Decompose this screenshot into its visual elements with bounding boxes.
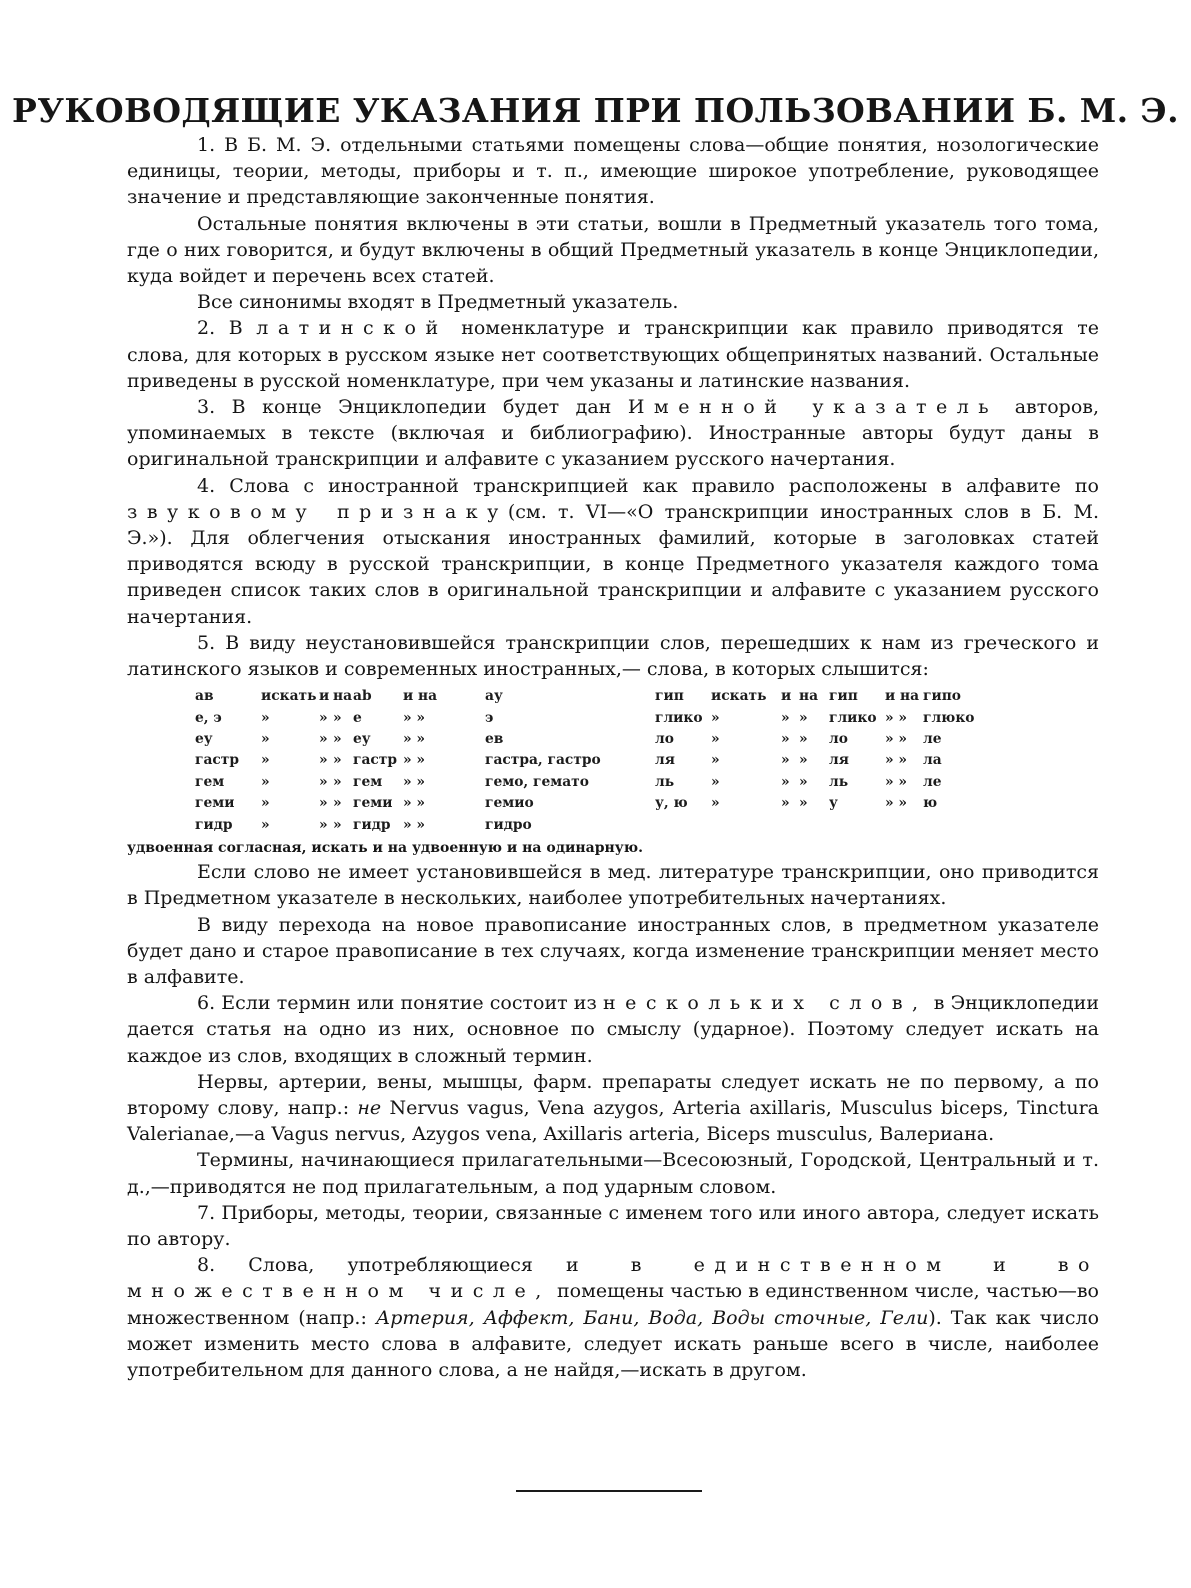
table-row (195, 815, 983, 836)
table-cell: глико (655, 709, 703, 726)
p2-spaced-term: латинской (256, 317, 448, 340)
table-cell: ля (829, 752, 849, 769)
closing-rule (516, 1490, 702, 1492)
paragraph-5c: В виду перехода на новое правописание иностранных слов, в предметном указателе будет дано и старое правописание в тех случаях, когда изменение транскрипции меняет место в алфавите. (127, 913, 1099, 988)
table-cell: гастр (353, 752, 397, 769)
table-cell: и (319, 688, 330, 705)
p6b-lead: Нервы, артерии, вены, мышцы, фарм. препараты следует искать не по первому, а по второму слову, напр.: (127, 1070, 1099, 1119)
table-cell: геми (195, 795, 235, 812)
table-cell: гемио (485, 795, 534, 812)
p6b-italic: не (357, 1096, 382, 1119)
table-cell: ле (923, 773, 942, 790)
table-cell: » (319, 816, 328, 833)
paragraph-1c: Все синонимы входят в Предметный указатель. (197, 291, 679, 314)
p6-spaced-term: нескольких слов, (602, 992, 928, 1015)
table-cell: » (781, 731, 790, 748)
table-cell: » (711, 795, 720, 812)
paragraph-4 (127, 473, 1099, 630)
table-cell: искать (711, 688, 767, 705)
table-cell: » (781, 795, 790, 812)
table-cell: э (485, 709, 494, 726)
table-cell: гидр (353, 816, 391, 833)
paragraph-6c: Термины, начинающиеся прилагательными—Всесоюзный, Городской, Центральный и т. д.,—приводятся не под прилагательным, а под ударным словом. (127, 1149, 1099, 1198)
paragraph-2 (127, 315, 1099, 394)
table-cell (799, 815, 829, 836)
table-cell: ле (923, 731, 942, 748)
p8-mid: помещены частью в единственном числе, частью—во множественном (напр.: (127, 1280, 1099, 1329)
table-cell: гип (829, 688, 858, 705)
table-cell: » (333, 795, 342, 812)
table-row (195, 686, 983, 707)
table-cell: » » (885, 795, 908, 812)
table-cell (885, 815, 923, 836)
paragraph-1b: Остальные понятия включены в эти статьи, вошли в Предметный указатель того тома, где о них говорится, и будут включены в общий Предметный указатель в конце Энциклопедии, куда войдет и перечень всех статей. (127, 212, 1099, 288)
table-row (195, 772, 983, 793)
document-body (127, 132, 1099, 1383)
paragraph-1: 1. В Б. М. Э. отдельными статьями помещены слова—общие понятия, нозологические единицы, теории, методы, приборы и т. п., имеющие широкое употребление, руководящее значение и представляющие законченные понятия. (127, 134, 1099, 209)
table-cell: » (799, 773, 808, 790)
table-cell: » (781, 752, 790, 769)
table-cell: » (261, 731, 270, 748)
table-cell: » (799, 795, 808, 812)
p6-lead: 6. Если термин или понятие состоит из (197, 992, 597, 1015)
table-cell: » » (403, 709, 426, 726)
table-cell: » (261, 709, 270, 726)
p3-rest: авторов, упоминаемых в тексте (включая и библиографию). Иностранные авторы будут даны в оригинальной транскрипции и алфавите с указанием русского начертания. (127, 396, 1099, 471)
table-cell: » » (403, 795, 426, 812)
table-cell: аb (353, 688, 372, 705)
p6-rest: в Энциклопедии дается статья на одно из них, основное по смыслу (ударное). Поэтому следует искать на каждое из слов, входящих в сложный термин. (127, 992, 1100, 1067)
table-cell: » (333, 773, 342, 790)
paragraph-6 (127, 990, 1099, 1069)
table-cell: » (261, 773, 270, 790)
table-cell: » » (403, 773, 426, 790)
table-cell: ев (485, 731, 504, 748)
table-cell: » (333, 731, 342, 748)
table-cell: гип (655, 688, 684, 705)
table-cell: » (781, 773, 790, 790)
table-cell: ло (655, 731, 674, 748)
paragraph-6b (127, 1069, 1099, 1148)
p8-rest: ). Так как число может изменить место слова в алфавите, следует искать раньше всего в числе, наиболее употребительном для данного слова, а не найдя,—искать в другом. (127, 1306, 1100, 1381)
table-row (195, 750, 983, 771)
table-cell: ла (923, 752, 942, 769)
table-cell: еу (195, 731, 213, 748)
table-cell: е, э (195, 709, 222, 726)
table-cell: » » (885, 773, 908, 790)
table-cell: и на (403, 688, 438, 705)
table-cell: » (319, 709, 328, 726)
table-cell: у (829, 795, 838, 812)
p8-spaced-term: и в единственном и во множественном числе, (127, 1254, 1099, 1303)
table-cell: искать (261, 688, 317, 705)
table-cell: ю (923, 795, 938, 812)
table-cell (781, 815, 799, 836)
table-cell: геми (353, 795, 393, 812)
transliteration-table (195, 686, 983, 836)
table-cell: » (319, 773, 328, 790)
table-cell: » (799, 709, 808, 726)
paragraph-5: 5. В виду неустановившейся транскрипции слов, перешедших к нам из греческого и латинского языков и современных иностранных,— слова, в которых слышится: (127, 631, 1099, 681)
table-cell: ль (655, 773, 675, 790)
table-cell: » » (885, 752, 908, 769)
p2-lead: 2. В (197, 317, 243, 340)
table-cell: ав (195, 688, 214, 705)
p6b-rest: Nervus vagus, Vena azygos, Arteria axillaris, Musculus biceps, Tinctura Valerianae,—а Vagus nervus, Azygos vena, Axillaris arteria, Biceps musculus, Валериана. (127, 1096, 1100, 1146)
p3-spaced-term: Именной указатель (627, 396, 999, 419)
table-cell: » (333, 816, 342, 833)
table-footnote: удвоенная согласная, искать и на удвоенную и на одинарную. (127, 840, 643, 857)
table-cell: » (799, 731, 808, 748)
page-title: РУКОВОДЯЩИЕ УКАЗАНИЯ ПРИ ПОЛЬЗОВАНИИ Б. М. Э. (12, 91, 1179, 131)
table-cell (829, 815, 885, 836)
table-cell (923, 815, 983, 836)
p4-spaced-term: звуковому признаку (127, 500, 508, 523)
table-cell: на (333, 688, 353, 705)
paragraph-5b: Если слово не имеет установившейся в мед. литературе транскрипции, оно приводится в Предметном указателе в нескольких, наиболее употребительных начертаниях. (127, 861, 1099, 910)
table-cell: ло (829, 731, 848, 748)
table-cell: » » (403, 731, 426, 748)
table-cell: » (711, 731, 720, 748)
p8-lead: 8. Слова, употребляющиеся (197, 1254, 533, 1277)
table-row (195, 793, 983, 814)
table-cell: » (781, 709, 790, 726)
table-cell: еу (353, 731, 371, 748)
table-row (195, 729, 983, 750)
table-cell: » (333, 709, 342, 726)
table-row (195, 708, 983, 729)
table-cell: ля (655, 752, 675, 769)
table-cell: гидр (195, 816, 233, 833)
table-cell: » (711, 773, 720, 790)
table-cell: гидро (485, 816, 532, 833)
table-cell: гемо, гемато (485, 773, 589, 790)
table-cell: на (799, 688, 819, 705)
table-cell: гастр (195, 752, 239, 769)
table-cell: глико (829, 709, 877, 726)
table-cell: глюко (923, 709, 975, 726)
table-cell: » (261, 795, 270, 812)
p4-rest: (см. т. VI—«О транскрипции иностранных слов в Б. М. Э.»). Для облегчения отыскания иностранных фамилий, которые в заголовках статей приводятся всюду в русской транскрипции, в конце Предметного указателя каждого тома приведен список таких слов в оригинальной транскрипции и алфавите с указанием русского начертания. (127, 500, 1099, 628)
table-cell: » (319, 752, 328, 769)
table-cell: » » (403, 816, 426, 833)
table-cell: гипо (923, 688, 961, 705)
table-cell: » » (885, 731, 908, 748)
table-cell: гастра, гастро (485, 752, 601, 769)
table-cell: гем (195, 773, 225, 790)
table-cell: » (799, 752, 808, 769)
paragraph-3 (127, 394, 1099, 473)
p4-lead: 4. Слова с иностранной транскрипцией как правило расположены в алфавите по (197, 474, 1099, 497)
table-cell: гем (353, 773, 383, 790)
table-cell: » (319, 795, 328, 812)
table-cell: » » (885, 709, 908, 726)
table-cell: » (333, 752, 342, 769)
table-cell: » (711, 752, 720, 769)
p8-italic-examples: Артерия, Аффект, Бани, Вода, Воды сточные, Гели (375, 1306, 929, 1329)
table-cell: » (261, 752, 270, 769)
p2-rest: номенклатуре и транскрипции как правило приводятся те слова, для которых в русском языке нет соответствующих общепринятых названий. Остальные приведены в русской номенклатуре, при чем указаны и латинские названия. (127, 317, 1099, 392)
table-cell: и на (885, 688, 920, 705)
table-cell: ау (485, 688, 503, 705)
table-cell: » » (403, 752, 426, 769)
table-cell: у, ю (655, 795, 688, 812)
table-cell: » (711, 709, 720, 726)
paragraph-8 (127, 1252, 1099, 1383)
table-cell (655, 815, 711, 836)
p3-lead: 3. В конце Энциклопедии будет дан (197, 396, 612, 419)
table-cell: » (261, 816, 270, 833)
table-cell: и (781, 688, 792, 705)
table-cell (711, 815, 781, 836)
table-cell: » (319, 731, 328, 748)
table-cell: ль (829, 773, 849, 790)
paragraph-7: 7. Приборы, методы, теории, связанные с именем того или иного автора, следует искать по автору. (127, 1201, 1099, 1250)
table-cell: е (353, 709, 362, 726)
